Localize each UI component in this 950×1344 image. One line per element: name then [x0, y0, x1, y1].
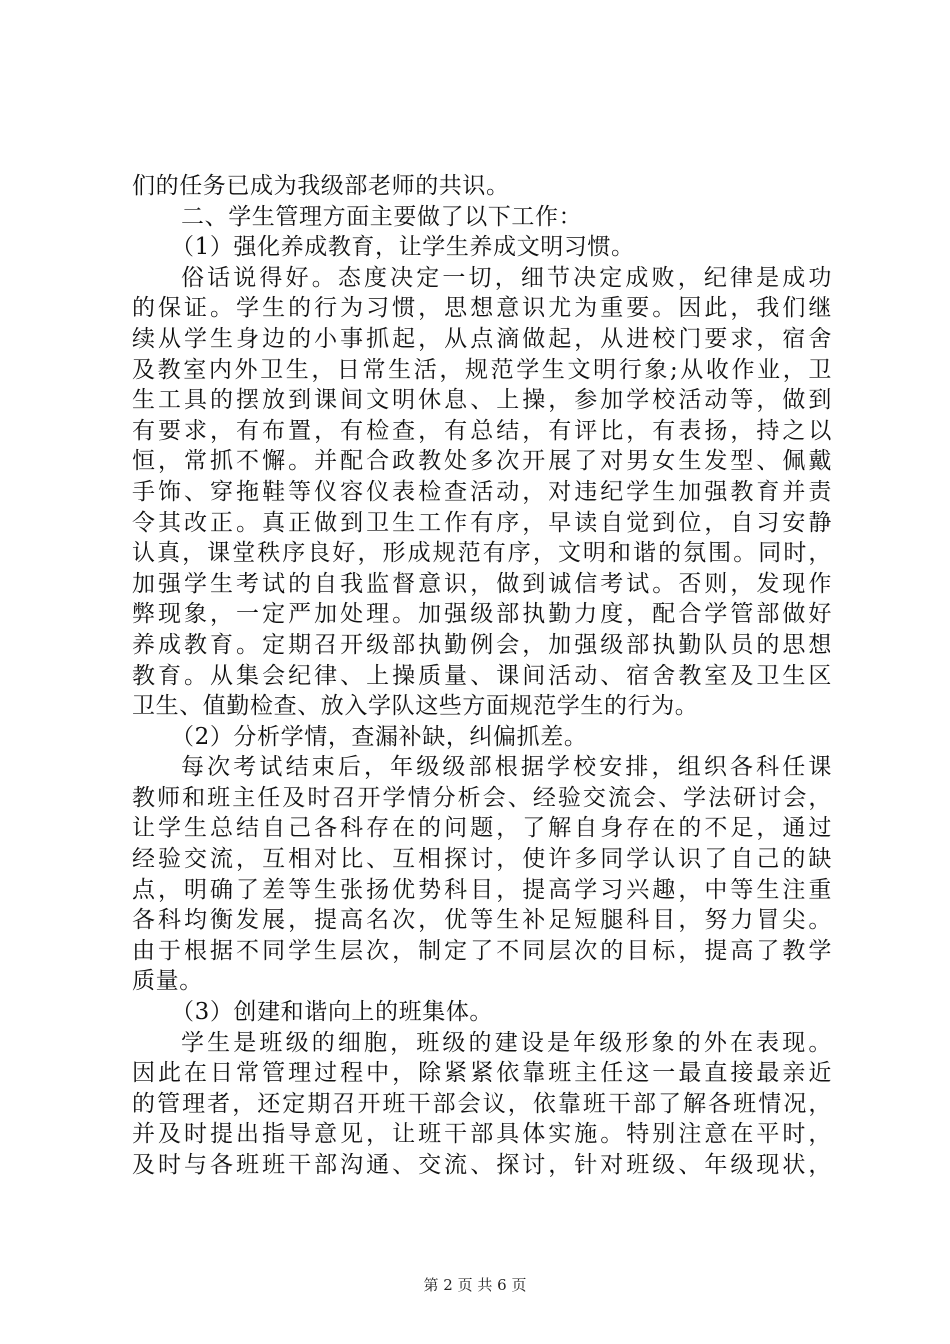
text-line: 认真，课堂秩序良好，形成规范有序，文明和谐的氛围。同时，	[132, 540, 832, 567]
page-footer: 第 2 页 共 6 页	[423, 1276, 527, 1294]
text-line: （3）创建和谐向上的班集体。	[171, 999, 494, 1026]
text-line: 点，明确了差等生张扬优势科目，提高学习兴趣，中等生注重	[132, 876, 832, 903]
text-line: 教师和班主任及时召开学情分析会、经验交流会、学法研讨会，	[132, 784, 832, 811]
text-line: 各科均衡发展，提高名次，优等生补足短腿科目，努力冒尖。	[132, 907, 832, 934]
text-line: 的保证。学生的行为习惯，思想意识尤为重要。因此，我们继	[132, 295, 832, 322]
text-line: 卫生、值勤检查、放入学队这些方面规范学生的行为。	[132, 693, 699, 720]
text-line: 二、学生管理方面主要做了以下工作：	[181, 203, 583, 230]
text-line: 每次考试结束后，年级级部根据学校安排，组织各科任课	[181, 754, 832, 781]
text-line: 令其改正。真正做到卫生工作有序，早读自觉到位，自习安静	[132, 509, 832, 536]
text-line: 弊现象，一定严加处理。加强级部执勤力度，配合学管部做好	[132, 601, 832, 628]
text-line: 由于根据不同学生层次，制定了不同层次的目标，提高了教学	[132, 937, 832, 964]
document-body	[132, 171, 832, 1181]
text-line: 质量。	[132, 968, 203, 995]
text-line: （2）分析学情，查漏补缺，纠偏抓差。	[171, 723, 588, 750]
text-line: 恒，常抓不懈。并配合政教处多次开展了对男女生发型、佩戴	[132, 448, 832, 475]
text-line: 因此在日常管理过程中，除紧紧依靠班主任这一最直接最亲近	[132, 1060, 832, 1087]
text-line: 的管理者，还定期召开班干部会议，依靠班干部了解各班情况，	[132, 1090, 832, 1117]
text-line: 们的任务已成为我级部老师的共识。	[132, 173, 510, 199]
text-line: 及时与各班班干部沟通、交流、探讨，针对班级、年级现状，	[132, 1152, 832, 1178]
text-line: 及教室内外卫生，日常生活，规范学生文明行象;从收作业，卫	[132, 356, 832, 383]
text-line: 学生是班级的细胞，班级的建设是年级形象的外在表现。	[181, 1029, 832, 1056]
text-line: 教育。从集会纪律、上操质量、课间活动、宿舍教室及卫生区	[132, 662, 832, 689]
text-line: 俗话说得好。态度决定一切，细节决定成败，纪律是成功	[181, 264, 832, 291]
text-line: （1）强化养成教育，让学生养成文明习惯。	[171, 234, 635, 261]
text-line: 手饰、穿拖鞋等仪容仪表检查活动，对违纪学生加强教育并责	[132, 478, 832, 505]
text-line: 生工具的摆放到课间文明休息、上操，参加学校活动等，做到	[132, 387, 832, 414]
text-line: 养成教育。定期召开级部执勤例会，加强级部执勤队员的思想	[132, 631, 832, 658]
text-line: 让学生总结自己各科存在的问题，了解自身存在的不足，通过	[132, 815, 832, 842]
text-line: 加强学生考试的自我监督意识，做到诚信考试。否则，发现作	[132, 570, 832, 597]
text-line: 并及时提出指导意见，让班干部具体实施。特别注意在平时，	[132, 1121, 832, 1148]
text-line: 续从学生身边的小事抓起，从点滴做起，从进校门要求，宿舍	[132, 325, 832, 352]
text-line: 经验交流，互相对比、互相探讨，使许多同学认识了自己的缺	[132, 846, 832, 873]
text-line: 有要求，有布置，有检查，有总结，有评比，有表扬，持之以	[132, 417, 832, 444]
